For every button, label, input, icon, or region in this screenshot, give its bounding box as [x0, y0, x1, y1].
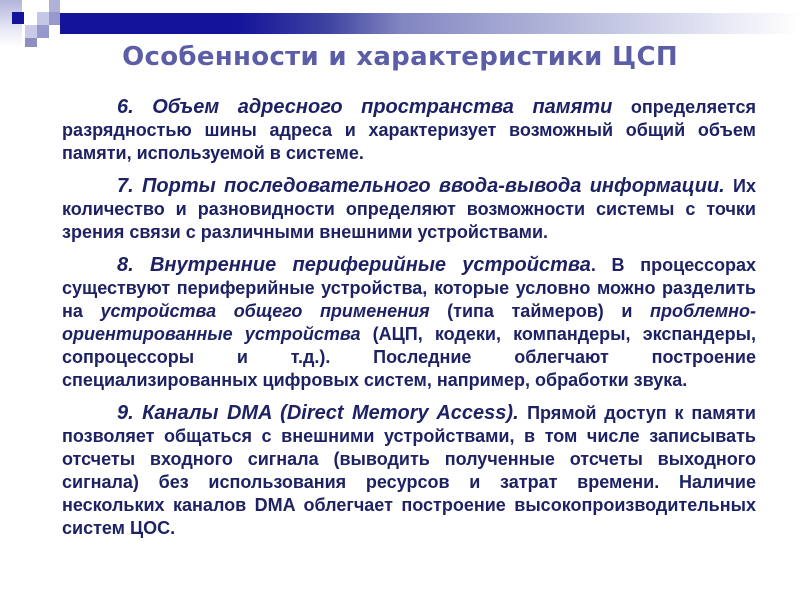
deco-square-light-2	[25, 25, 37, 38]
deco-square-navy	[12, 12, 24, 24]
text-run: . В процессорах существуют периферийные устройства, которые условно можно разделить на	[62, 255, 756, 321]
body-paragraph	[62, 96, 756, 165]
text-run: определяется разрядностью шины адреса и характеризует возможный общий объем памяти, используемой в системе.	[62, 97, 756, 163]
slide-title: Особенности и характеристики ЦСП	[122, 42, 678, 72]
deco-square-medium-1	[49, 12, 60, 25]
text-run: (типа таймеров) и	[447, 301, 650, 321]
deco-square-light-1	[37, 12, 49, 25]
text-run: 6. Объем адресного пространства памяти	[117, 96, 631, 118]
text-run: Их количество и разновидности определяют возможности системы с точки зрения связи с различными внешними устройствами.	[62, 176, 756, 242]
text-run: (АЦП, кодеки, компандеры, экспандеры, сопроцессоры и т.д.). Последние облегчают построение специализированных цифровых систем, например, обработки звука.	[62, 324, 756, 390]
text-run: 8. Внутренние периферийные устройства	[117, 254, 591, 276]
header-gradient-bar	[60, 13, 800, 34]
deco-square-lavender-top	[49, 0, 60, 12]
text-run: устройства общего применения	[100, 301, 448, 321]
text-run: Прямой доступ к памяти позволяет общаться с внешними устройствами, в том числе записывать отсчеты входного сигнала (выводить полученные отсчеты выходного сигнала) без использования ресурсов и затрат времени. Наличие нескольких каналов DMA облегчает построение высокопроизводительных систем ЦОС.	[62, 403, 756, 538]
body-paragraph	[62, 254, 756, 392]
text-run: проблемно-ориентированные устройства	[62, 301, 756, 344]
slide-body-text	[62, 96, 756, 550]
deco-square-medium-2	[37, 25, 49, 38]
text-run: 7. Порты последовательного ввода-вывода информации.	[117, 175, 734, 197]
body-paragraph	[62, 402, 756, 540]
body-paragraph	[62, 175, 756, 244]
text-run: 9. Каналы DMA (Direct Memory Access).	[117, 402, 528, 424]
